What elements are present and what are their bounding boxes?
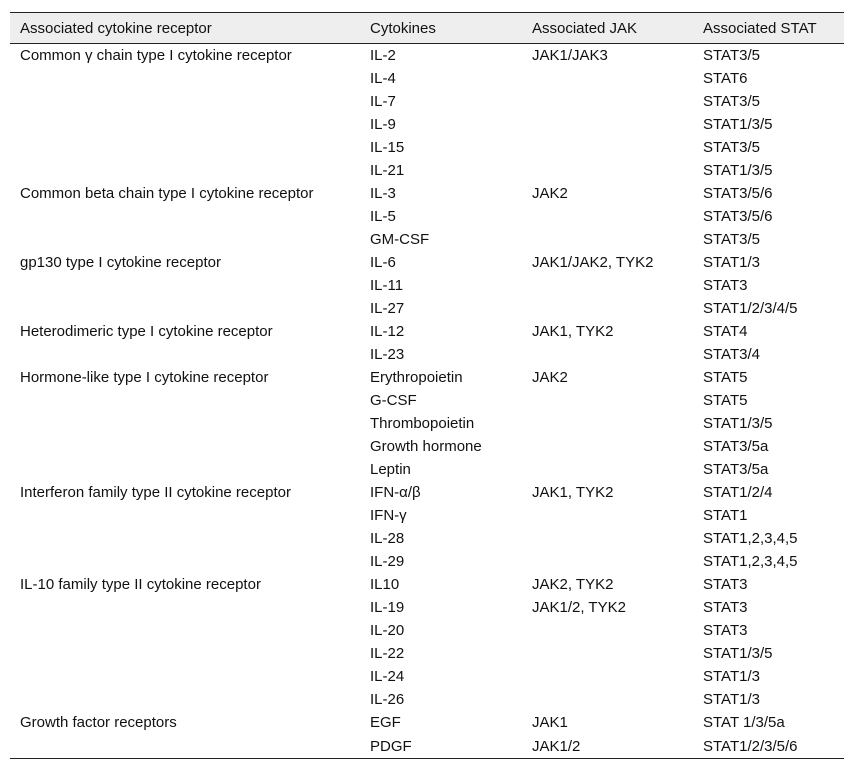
stat-cell: STAT3/4 (703, 346, 760, 363)
stat-cell: STAT3/5/6 (703, 208, 773, 225)
cytokine-cell: IL-28 (370, 530, 405, 547)
cytokine-cell: Leptin (370, 461, 411, 478)
stat-cell: STAT1/2/3/5/6 (703, 737, 798, 755)
table-row (10, 44, 844, 68)
stat-cell: STAT3/5 (703, 47, 760, 64)
cytokine-cell: EGF (370, 714, 401, 731)
receptor-cell: Growth factor receptors (20, 714, 177, 731)
table-row (10, 688, 844, 711)
stat-cell: STAT4 (703, 323, 748, 340)
cytokine-cell: IL-12 (370, 323, 405, 340)
table-row (10, 343, 844, 366)
table-row (10, 550, 844, 573)
cytokine-cell: IFN-γ (370, 507, 407, 524)
stat-cell: STAT1/2/3/4/5 (703, 300, 798, 317)
receptor-cell (10, 205, 360, 228)
receptor-cell (10, 297, 360, 320)
jak-cell (522, 136, 693, 159)
receptor-cell: Interferon family type II cytokine receptor (20, 484, 291, 501)
table-row (10, 504, 844, 527)
jak-cell (522, 67, 693, 90)
table-row (10, 481, 844, 504)
jak-cell (522, 412, 693, 435)
cytokine-cell: Thrombopoietin (370, 415, 475, 432)
jak-cell (522, 619, 693, 642)
stat-cell: STAT1 (703, 507, 748, 524)
cytokine-cell: IL-22 (370, 645, 405, 662)
table-row (10, 573, 844, 596)
receptor-cell (10, 665, 360, 688)
jak-cell: JAK1/JAK2, TYK2 (532, 254, 654, 271)
table-row (10, 67, 844, 90)
jak-cell (522, 504, 693, 527)
jak-cell (522, 228, 693, 251)
stat-cell: STAT3/5a (703, 461, 769, 478)
stat-cell: STAT1,2,3,4,5 (703, 553, 798, 570)
table-row (10, 458, 844, 481)
receptor-cell (10, 527, 360, 550)
cytokine-cell: IL-20 (370, 622, 405, 639)
cytokine-cell: IL-24 (370, 668, 405, 685)
cytokine-cell: IL-23 (370, 346, 405, 363)
cytokine-table-container (10, 12, 844, 759)
stat-cell: STAT3 (703, 576, 748, 593)
cytokine-cell: IL-15 (370, 139, 405, 156)
jak-cell (522, 113, 693, 136)
stat-cell: STAT3/5 (703, 231, 760, 248)
header-associated-stat: Associated STAT (703, 19, 817, 37)
cytokine-cell: IL-9 (370, 116, 396, 133)
cytokine-cell: Erythropoietin (370, 369, 463, 386)
table-row (10, 665, 844, 688)
receptor-cell (10, 136, 360, 159)
cytokine-cell: IL-26 (370, 691, 405, 708)
cytokine-cell: IL10 (370, 576, 400, 593)
jak-cell (522, 435, 693, 458)
jak-cell (522, 550, 693, 573)
table-row (10, 159, 844, 182)
jak-cell (522, 665, 693, 688)
table-row (10, 228, 844, 251)
cytokine-cell: IFN-α/β (370, 484, 421, 501)
receptor-cell (10, 228, 360, 251)
jak-cell (522, 205, 693, 228)
header-associated-cytokine-receptor: Associated cytokine receptor (20, 19, 212, 37)
table-row (10, 113, 844, 136)
cytokine-cell: IL-27 (370, 300, 405, 317)
stat-cell: STAT1/3/5 (703, 116, 773, 133)
jak-cell: JAK1/2 (532, 737, 581, 755)
jak-cell (522, 343, 693, 366)
jak-cell (522, 527, 693, 550)
cytokine-cell: IL-11 (370, 277, 404, 294)
jak-cell (522, 297, 693, 320)
stat-cell: STAT 1/3/5a (703, 714, 785, 731)
stat-cell: STAT1/3 (703, 254, 760, 271)
stat-cell: STAT1/3 (703, 668, 760, 685)
receptor-cell: Common beta chain type I cytokine receptor (20, 185, 314, 202)
table-row (10, 274, 844, 297)
receptor-cell (10, 550, 360, 573)
jak-cell (522, 458, 693, 481)
table-row (10, 205, 844, 228)
table-row (10, 182, 844, 205)
stat-cell: STAT3 (703, 277, 748, 294)
cytokine-cell: PDGF (370, 737, 412, 755)
cytokine-cell: IL-5 (370, 208, 396, 225)
table-row (10, 297, 844, 320)
stat-cell: STAT5 (703, 392, 748, 409)
cytokine-jak-stat-table (10, 12, 844, 759)
cytokine-cell: IL-29 (370, 553, 405, 570)
jak-cell: JAK1 (532, 714, 568, 731)
receptor-cell (10, 458, 360, 481)
table-row (10, 619, 844, 642)
stat-cell: STAT1,2,3,4,5 (703, 530, 798, 547)
receptor-cell (10, 90, 360, 113)
stat-cell: STAT1/3/5 (703, 162, 773, 179)
receptor-cell: IL-10 family type II cytokine receptor (20, 576, 261, 593)
jak-cell: JAK1/JAK3 (532, 47, 608, 64)
jak-cell: JAK2, TYK2 (532, 576, 614, 593)
receptor-cell (10, 619, 360, 642)
table-row (10, 90, 844, 113)
receptor-cell (10, 504, 360, 527)
table-row (10, 251, 844, 274)
receptor-cell (10, 159, 360, 182)
table-row (10, 389, 844, 412)
cytokine-cell: IL-7 (370, 93, 396, 110)
stat-cell: STAT5 (703, 369, 748, 386)
stat-cell: STAT3 (703, 622, 748, 639)
receptor-cell (10, 412, 360, 435)
stat-cell: STAT3/5/6 (703, 185, 773, 202)
table-row (10, 642, 844, 665)
receptor-cell (10, 113, 360, 136)
cytokine-cell: GM-CSF (370, 231, 430, 248)
cytokine-cell: IL-19 (370, 599, 405, 616)
stat-cell: STAT1/3/5 (703, 645, 773, 662)
jak-cell (522, 688, 693, 711)
jak-cell (522, 159, 693, 182)
stat-cell: STAT3 (703, 599, 748, 616)
table-row (10, 320, 844, 343)
jak-cell: JAK2 (532, 369, 568, 386)
cytokine-cell: G-CSF (370, 392, 417, 409)
receptor-cell (10, 642, 360, 665)
receptor-cell (10, 734, 360, 759)
header-row (10, 13, 844, 44)
header-cytokines: Cytokines (370, 19, 436, 37)
table-row (10, 366, 844, 389)
jak-cell (522, 90, 693, 113)
jak-cell: JAK1, TYK2 (532, 323, 614, 340)
receptor-cell (10, 274, 360, 297)
jak-cell: JAK2 (532, 185, 568, 202)
stat-cell: STAT1/2/4 (703, 484, 773, 501)
cytokine-cell: IL-3 (370, 185, 396, 202)
table-body (10, 44, 844, 759)
receptor-cell (10, 596, 360, 619)
stat-cell: STAT3/5 (703, 139, 760, 156)
table-row (10, 412, 844, 435)
receptor-cell: gp130 type I cytokine receptor (20, 254, 221, 271)
receptor-cell: Common γ chain type I cytokine receptor (20, 47, 292, 64)
receptor-cell: Hormone-like type I cytokine receptor (20, 369, 269, 386)
table-header (10, 13, 844, 44)
cytokine-cell: IL-6 (370, 254, 396, 271)
jak-cell (522, 274, 693, 297)
receptor-cell: Heterodimeric type I cytokine receptor (20, 323, 273, 340)
table-row (10, 136, 844, 159)
cytokine-cell: IL-4 (370, 70, 396, 87)
stat-cell: STAT1/3 (703, 691, 760, 708)
table-row (10, 527, 844, 550)
receptor-cell (10, 67, 360, 90)
stat-cell: STAT3/5 (703, 93, 760, 110)
table-row (10, 435, 844, 458)
stat-cell: STAT6 (703, 70, 748, 87)
cytokine-cell: Growth hormone (370, 438, 482, 455)
table-row (10, 734, 844, 759)
cytokine-cell: IL-21 (370, 162, 405, 179)
jak-cell (522, 642, 693, 665)
header-associated-jak: Associated JAK (532, 19, 638, 37)
jak-cell (522, 389, 693, 412)
receptor-cell (10, 435, 360, 458)
stat-cell: STAT1/3/5 (703, 415, 773, 432)
jak-cell: JAK1, TYK2 (532, 484, 614, 501)
jak-cell: JAK1/2, TYK2 (532, 599, 626, 616)
table-row (10, 711, 844, 734)
receptor-cell (10, 688, 360, 711)
receptor-cell (10, 389, 360, 412)
receptor-cell (10, 343, 360, 366)
cytokine-cell: IL-2 (370, 47, 396, 64)
table-row (10, 596, 844, 619)
stat-cell: STAT3/5a (703, 438, 769, 455)
